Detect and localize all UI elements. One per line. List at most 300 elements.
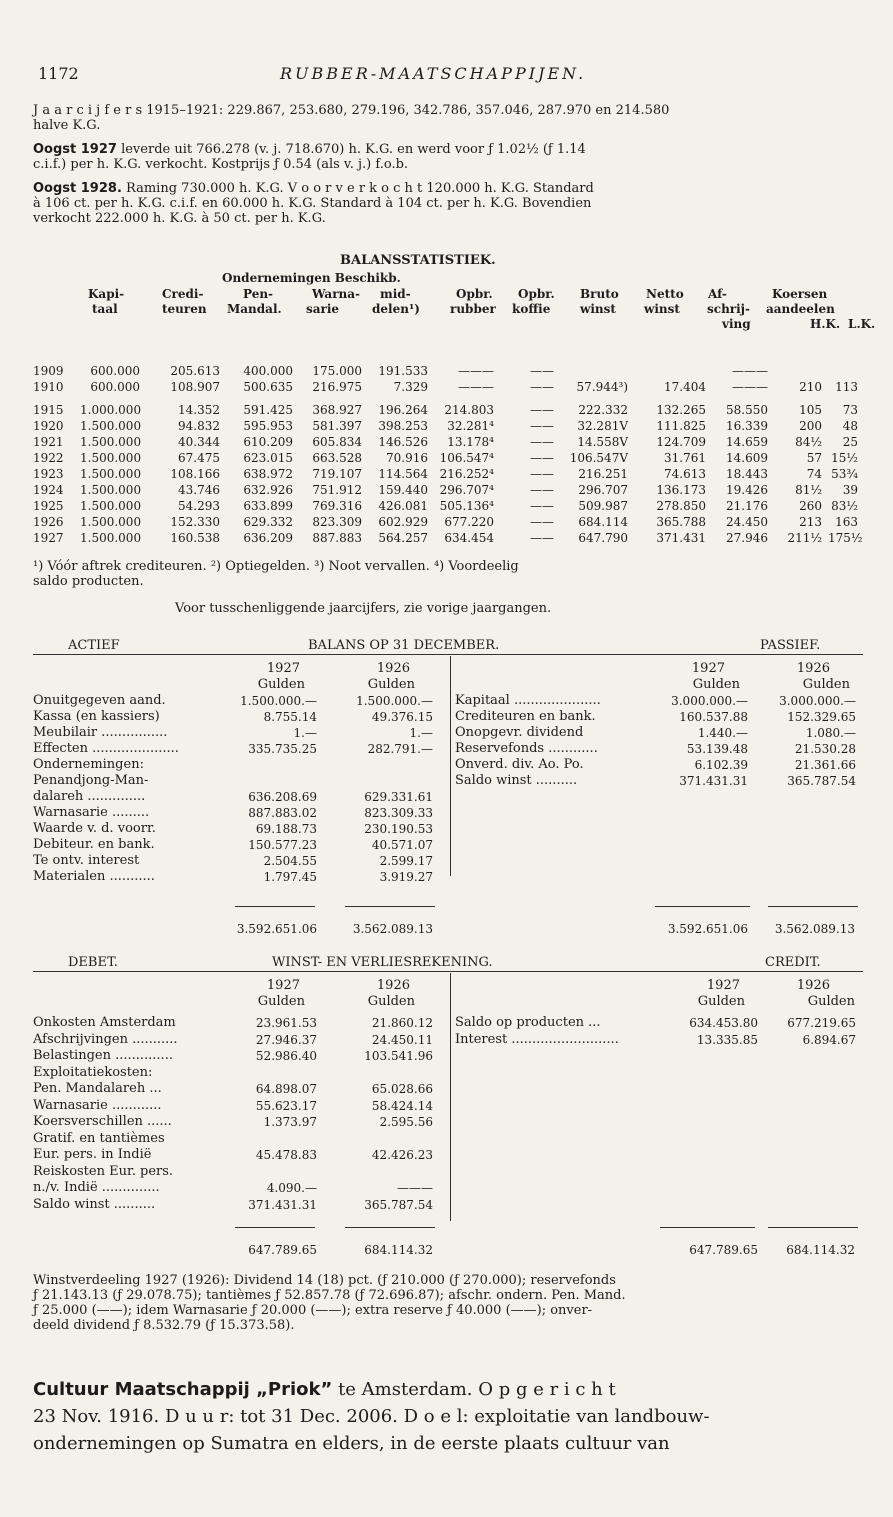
- stats-cell: 505.136⁴: [439, 499, 494, 513]
- stats-row-year: 1921: [33, 435, 64, 449]
- stats-cell: 719.107: [312, 467, 362, 481]
- winstverdeeling-line-1: Winstverdeeling 1927 (1926): Dividend 14 (18) pct. (ƒ 210.000 (ƒ 270.000); reservefonds: [33, 1273, 616, 1288]
- jaarcijfers-line1: J a a r c i j f e r s 1915–1921: 229.867, 253.680, 279.196, 342.786, 357.046, 287.970 en 214.580: [33, 103, 670, 118]
- stats-row-year: 1922: [33, 451, 64, 465]
- debet-row-label: Belastingen ..............: [33, 1048, 173, 1063]
- stats-cell: 216.251: [578, 467, 628, 481]
- stats-cell: 83½: [831, 499, 858, 513]
- stats-head-mid: koffie: [512, 302, 551, 316]
- stats-row-year: 1909: [33, 364, 64, 378]
- stats-cell: 1.500.000: [80, 483, 142, 497]
- debet-row-value-b: 42.426.23: [371, 1148, 433, 1162]
- actief-row-value-a: 1.797.45: [263, 870, 317, 884]
- stats-cell: 191.533: [378, 364, 428, 378]
- stats-row-year: 1920: [33, 419, 64, 433]
- stats-cell: 591.425: [243, 403, 293, 417]
- actief-row-label: Waarde v. d. voorr.: [33, 821, 156, 836]
- actief-row-label: Materialen ...........: [33, 869, 155, 884]
- credit-total-rule-a: [660, 1227, 755, 1228]
- stats-cell: 751.912: [312, 483, 362, 497]
- stats-cell: ———: [732, 380, 768, 394]
- debet-row-label: Pen. Mandalareh ...: [33, 1081, 162, 1096]
- actief-row-value-b: 3.919.27: [379, 870, 433, 884]
- stats-cell: 24.450: [726, 515, 768, 529]
- stats-cell: 40.344: [178, 435, 220, 449]
- wv-year-a-right: 1927: [706, 978, 740, 993]
- stats-cell: ———: [458, 380, 494, 394]
- wv-year-b: 1926: [376, 978, 410, 993]
- stats-cell: 400.000: [243, 364, 293, 378]
- balans-year-b: 1926: [376, 661, 410, 676]
- stats-cell: 108.907: [170, 380, 220, 394]
- debet-row-label: Onkosten Amsterdam: [33, 1015, 176, 1030]
- passief-row-value-b: 365.787.54: [787, 774, 856, 788]
- stats-cell: 564.257: [378, 531, 428, 545]
- actief-row-value-b: 823.309.33: [364, 806, 433, 820]
- stats-cell: ——: [530, 451, 554, 465]
- stats-head-top: Credi-: [162, 287, 204, 301]
- credit-total-b: 684.114.32: [786, 1243, 855, 1257]
- actief-row-value-b: 1.—: [409, 726, 433, 740]
- stats-row-year: 1925: [33, 499, 64, 513]
- actief-row-value-b: 49.376.15: [371, 710, 433, 724]
- debet-row-value-a: 371.431.31: [248, 1197, 317, 1212]
- stats-cell: 14.609: [726, 451, 768, 465]
- priok-company-name: Cultuur Maatschappij „Priok”: [33, 1379, 333, 1400]
- debet-row-label: Reiskosten Eur. pers.: [33, 1163, 174, 1179]
- stats-head-top: Warna-: [312, 287, 361, 301]
- stats-cell: 211½: [787, 531, 822, 545]
- debet-row-value-b: 24.450.11: [371, 1032, 433, 1047]
- stats-cell: 105: [799, 403, 822, 417]
- stats-cell: 32.281⁴: [447, 419, 494, 433]
- jaarcijfers-line2: halve K.G.: [33, 118, 101, 133]
- passief-row-value-a: 1.440.—: [697, 726, 748, 740]
- stats-cell: 1.500.000: [80, 467, 142, 481]
- stats-cell: 57: [806, 451, 822, 465]
- actief-row-value-b: 1.500.000.—: [356, 694, 433, 708]
- balans-center-title: BALANS OP 31 DECEMBER.: [308, 638, 500, 653]
- actief-total-rule-a: [235, 906, 315, 907]
- actief-total-a: 3.592.651.06: [236, 922, 317, 936]
- passief-row-label: Onopgevr. dividend: [455, 725, 584, 740]
- stats-cell: 108.166: [170, 467, 220, 481]
- stats-cell: 16.339: [726, 419, 768, 433]
- stats-cell: 663.528: [312, 451, 362, 465]
- stats-cell: 632.926: [243, 483, 293, 497]
- stats-cell: 146.526: [378, 435, 428, 449]
- debet-row-value-a: 45.478.83: [255, 1148, 317, 1162]
- stats-cell: 14.659: [726, 435, 768, 449]
- passief-row-value-a: 6.102.39: [694, 758, 748, 772]
- actief-row-value-b: 629.331.61: [364, 790, 433, 804]
- stats-cell: 677.220: [444, 515, 494, 529]
- stats-cell: 124.709: [656, 435, 706, 449]
- debet-row-value-a: 52.986.40: [255, 1049, 317, 1063]
- stats-cell: ——: [530, 515, 554, 529]
- stats-cell: 823.309: [312, 515, 362, 529]
- wv-year-a: 1927: [266, 978, 300, 993]
- stats-cell: 54.293: [178, 499, 220, 513]
- stats-reference: Voor tusschenliggende jaarcijfers, zie vorige jaargangen.: [175, 601, 552, 616]
- actief-total-b: 3.562.089.13: [352, 922, 433, 936]
- stats-cell: 610.209: [243, 435, 293, 449]
- stats-cell: ———: [732, 364, 768, 378]
- stats-cell: 7.329: [393, 380, 428, 394]
- stats-cell: 1.500.000: [80, 419, 142, 433]
- stats-head-top: Opbr.: [456, 287, 493, 301]
- stats-cell: 13.178⁴: [447, 435, 494, 449]
- stats-cell: 278.850: [656, 499, 706, 513]
- actief-row-value-a: 1.500.000.—: [240, 694, 317, 708]
- stats-cell: 769.316: [312, 499, 362, 513]
- credit-row-value-b: 6.894.67: [802, 1032, 856, 1047]
- stats-cell: ——: [530, 419, 554, 433]
- balans-unit-a: Gulden: [257, 677, 305, 692]
- wv-unit-a-right: Gulden: [697, 994, 745, 1009]
- balans-left-title: ACTIEF: [68, 638, 120, 653]
- stats-cell: 595.953: [243, 419, 293, 433]
- stats-head-top: Af-: [708, 287, 727, 301]
- stats-head-mid: teuren: [162, 302, 207, 316]
- passief-row-label: Kapitaal .....................: [455, 693, 601, 708]
- stats-head-top: Opbr.: [518, 287, 555, 301]
- stats-group-heading: Ondernemingen Beschikb.: [222, 271, 401, 285]
- actief-row-value-a: 69.188.73: [255, 822, 317, 836]
- credit-total-rule-b: [768, 1227, 858, 1228]
- debet-row-value-a: 1.373.97: [263, 1115, 317, 1129]
- balans-right-title: PASSIEF.: [760, 638, 821, 653]
- debet-row-label: Saldo winst ..........: [33, 1196, 156, 1212]
- actief-row-value-a: 150.577.23: [248, 838, 317, 852]
- actief-row-label: Penandjong-Man-: [33, 773, 149, 788]
- stats-title: BALANSSTATISTIEK.: [340, 253, 496, 268]
- stats-head-mid: rubber: [450, 302, 496, 316]
- stats-cell: 159.440: [378, 483, 428, 497]
- stats-cell: 160.538: [170, 531, 220, 545]
- debet-total-rule-a: [235, 1227, 315, 1228]
- stats-cell: ——: [530, 483, 554, 497]
- stats-cell: 31.761: [664, 451, 706, 465]
- stats-cell: 213: [799, 515, 822, 529]
- debet-row-value-b: ———: [397, 1181, 433, 1195]
- debet-row-value-b: 65.028.66: [371, 1082, 433, 1096]
- stats-cell: 57.944³): [576, 380, 628, 394]
- stats-head-top: Bruto: [580, 287, 619, 301]
- credit-row-label: Saldo op producten ...: [455, 1015, 601, 1030]
- priok-line-1: [33, 1378, 616, 1402]
- passief-total-b: 3.562.089.13: [774, 922, 855, 936]
- debet-row-label: Eur. pers. in Indië: [33, 1147, 152, 1162]
- passief-row-value-a: 371.431.31: [679, 774, 748, 788]
- stats-head-mid: sarie: [306, 302, 340, 316]
- stats-cell: 94.832: [178, 419, 220, 433]
- stats-footnote-1: ¹) Vóór aftrek crediteuren. ²) Optiegelden. ³) Noot vervallen. ⁴) Voordeelig: [33, 559, 519, 574]
- stats-cell: 15½: [831, 451, 858, 465]
- passief-row-value-b: 21.530.28: [794, 742, 856, 756]
- balans-year-b-right: 1926: [796, 661, 830, 676]
- stats-head-bottom: L.K.: [848, 317, 876, 331]
- oogst1928-line3: verkocht 222.000 h. K.G. à 50 ct. per h. K.G.: [33, 211, 326, 226]
- stats-cell: 132.265: [656, 403, 706, 417]
- balans-unit-b: Gulden: [367, 677, 415, 692]
- running-title: RUBBER-MAATSCHAPPIJEN.: [280, 64, 587, 83]
- stats-cell: 371.431: [656, 531, 706, 545]
- passief-row-value-b: 1.080.—: [805, 726, 856, 740]
- stats-cell: 629.332: [243, 515, 293, 529]
- stats-cell: 163: [835, 515, 858, 529]
- stats-cell: 1.500.000: [80, 435, 142, 449]
- stats-head-bottom: H.K.: [810, 317, 841, 331]
- wv-top-rule: [33, 971, 863, 972]
- stats-cell: 600.000: [90, 380, 140, 394]
- debet-row-value-a: 4.090.—: [266, 1181, 317, 1195]
- debet-row-value-a: 55.623.17: [255, 1098, 317, 1113]
- stats-cell: 296.707: [578, 483, 628, 497]
- stats-cell: 113: [835, 380, 858, 394]
- stats-cell: 58.550: [726, 403, 768, 417]
- stats-head-mid: taal: [92, 302, 118, 316]
- actief-row-label: Meubilair ................: [33, 725, 168, 740]
- oogst1927-line1: [33, 142, 586, 157]
- winstverdeeling-line-4: deeld dividend ƒ 8.532.79 (ƒ 15.373.58).: [33, 1318, 295, 1333]
- stats-cell: 106.547V: [569, 451, 628, 465]
- debet-row-label: Koersverschillen ......: [33, 1114, 172, 1129]
- priok-line-2: 23 Nov. 1916. D u u r: tot 31 Dec. 2006. D o e l: exploitatie van landbouw-: [33, 1406, 710, 1427]
- passief-row-value-b: 3.000.000.—: [779, 694, 856, 708]
- stats-cell: 1.000.000: [80, 403, 142, 417]
- stats-cell: 106.547⁴: [439, 451, 494, 465]
- stats-cell: 175½: [828, 531, 863, 545]
- actief-row-label: Debiteur. en bank.: [33, 837, 155, 852]
- actief-row-value-a: 1.—: [293, 726, 317, 740]
- stats-cell: 32.281V: [577, 419, 628, 433]
- stats-cell: 602.929: [378, 515, 428, 529]
- actief-row-value-a: 335.735.25: [248, 742, 317, 756]
- stats-cell: 216.252⁴: [439, 467, 494, 481]
- stats-cell: 623.015: [243, 451, 293, 465]
- stats-row-year: 1915: [33, 403, 64, 417]
- debet-total-a: 647.789.65: [248, 1243, 317, 1257]
- stats-cell: 605.834: [312, 435, 362, 449]
- actief-row-value-a: 887.883.02: [248, 806, 317, 820]
- stats-row-year: 1926: [33, 515, 64, 529]
- stats-cell: 222.332: [578, 403, 628, 417]
- passief-row-label: Saldo winst ..........: [455, 773, 578, 788]
- passief-row-label: Crediteuren en bank.: [455, 709, 596, 724]
- stats-cell: ——: [530, 380, 554, 394]
- stats-cell: 18.443: [726, 467, 768, 481]
- actief-row-label: Te ontv. interest: [33, 853, 140, 868]
- stats-cell: 14.352: [178, 403, 220, 417]
- actief-row-value-b: 282.791.—: [367, 742, 433, 756]
- debet-row-value-b: 365.787.54: [364, 1197, 433, 1212]
- wv-right-title: CREDIT.: [765, 955, 821, 970]
- passief-row-value-a: 53.139.48: [686, 742, 748, 756]
- passief-total-rule-a: [655, 906, 750, 907]
- stats-head-top: mid-: [380, 287, 411, 301]
- wv-divider: [450, 973, 451, 1221]
- stats-cell: ——: [530, 364, 554, 378]
- stats-cell: ——: [530, 467, 554, 481]
- oogst1927-line2: c.i.f.) per h. K.G. verkocht. Kostprijs ƒ 0.54 (als v. j.) f.o.b.: [33, 157, 409, 172]
- passief-row-label: Onverd. div. Ao. Po.: [455, 757, 584, 772]
- actief-row-value-a: 8.755.14: [263, 710, 317, 724]
- stats-cell: 500.635: [243, 380, 293, 394]
- stats-cell: 1.500.000: [80, 451, 142, 465]
- stats-cell: 48: [842, 419, 858, 433]
- stats-cell: 260: [799, 499, 822, 513]
- stats-cell: 600.000: [90, 364, 140, 378]
- stats-cell: 205.613: [170, 364, 220, 378]
- stats-cell: 633.899: [243, 499, 293, 513]
- credit-row-value-a: 13.335.85: [696, 1032, 758, 1047]
- stats-row-year: 1927: [33, 531, 64, 545]
- stats-cell: 638.972: [243, 467, 293, 481]
- stats-cell: 196.264: [378, 403, 428, 417]
- oogst1927-label: Oogst 1927: [33, 142, 117, 157]
- oogst1928-line2: à 106 ct. per h. K.G. c.i.f. en 60.000 h. K.G. Standard à 104 ct. per h. K.G. Bovendien: [33, 196, 592, 211]
- oogst1927-text: leverde uit 766.278 (v. j. 718.670) h. K.G. en werd voor ƒ 1.02½ (ƒ 1.14: [116, 142, 586, 157]
- actief-row-value-b: 2.599.17: [379, 854, 433, 868]
- passief-row-value-a: 3.000.000.—: [671, 694, 748, 708]
- credit-row-value-b: 677.219.65: [787, 1016, 856, 1030]
- debet-row-label: Exploitatiekosten:: [33, 1064, 153, 1080]
- stats-cell: 84½: [795, 435, 822, 449]
- stats-cell: 296.707⁴: [439, 483, 494, 497]
- debet-row-value-b: 2.595.56: [379, 1115, 433, 1129]
- stats-cell: 398.253: [378, 419, 428, 433]
- wv-center-title: WINST- EN VERLIESREKENING.: [272, 955, 493, 970]
- priok-line-1-rest: te Amsterdam. O p g e r i c h t: [332, 1379, 616, 1400]
- stats-head-top: Koersen: [772, 287, 828, 301]
- stats-cell: 70.916: [386, 451, 428, 465]
- debet-row-value-a: 64.898.07: [255, 1082, 317, 1096]
- stats-cell: 647.790: [578, 531, 628, 545]
- winstverdeeling-line-3: ƒ 25.000 (——); idem Warnasarie ƒ 20.000 (——); extra reserve ƒ 40.000 (——); onver-: [33, 1303, 593, 1318]
- stats-cell: 74: [806, 467, 822, 481]
- debet-row-label: n./v. Indië ..............: [33, 1180, 160, 1195]
- stats-cell: 25: [842, 435, 858, 449]
- balans-divider: [450, 656, 451, 876]
- stats-cell: 81½: [795, 483, 822, 497]
- stats-cell: 136.173: [656, 483, 706, 497]
- stats-cell: 426.081: [378, 499, 428, 513]
- stats-cell: 175.000: [312, 364, 362, 378]
- balans-year-a: 1927: [266, 661, 300, 676]
- oogst1928-line1: [33, 181, 594, 196]
- balans-unit-a-right: Gulden: [692, 677, 740, 692]
- credit-row-value-a: 634.453.80: [689, 1016, 758, 1030]
- actief-row-value-b: 40.571.07: [371, 838, 433, 852]
- stats-cell: 73: [842, 403, 858, 417]
- stats-cell: 39: [842, 483, 858, 497]
- stats-cell: ——: [530, 403, 554, 417]
- stats-head-bottom: ving: [722, 317, 751, 331]
- stats-cell: 17.404: [664, 380, 706, 394]
- stats-cell: 365.788: [656, 515, 706, 529]
- stats-cell: 74.613: [664, 467, 706, 481]
- credit-total-a: 647.789.65: [689, 1243, 758, 1257]
- page-number: 1172: [38, 64, 79, 83]
- balans-unit-b-right: Gulden: [802, 677, 850, 692]
- stats-cell: 1.500.000: [80, 499, 142, 513]
- stats-footnote-2: saldo producten.: [33, 574, 144, 589]
- stats-cell: 210: [799, 380, 822, 394]
- stats-cell: ——: [530, 499, 554, 513]
- stats-cell: ——: [530, 435, 554, 449]
- stats-cell: 581.397: [312, 419, 362, 433]
- stats-cell: 1.500.000: [80, 531, 142, 545]
- stats-head-top: Kapi-: [88, 287, 125, 301]
- wv-unit-b-right: Gulden: [807, 994, 855, 1009]
- passief-total-rule-b: [768, 906, 858, 907]
- actief-row-label: Kassa (en kassiers): [33, 709, 160, 724]
- stats-head-top: Pen-: [243, 287, 274, 301]
- stats-cell: 19.426: [726, 483, 768, 497]
- stats-head-mid: schrij-: [707, 302, 750, 316]
- stats-cell: 1.500.000: [80, 515, 142, 529]
- oogst1928-label: Oogst 1928.: [33, 181, 122, 196]
- stats-cell: 27.946: [726, 531, 768, 545]
- passief-row-label: Reservefonds ............: [455, 741, 598, 756]
- stats-cell: 152.330: [170, 515, 220, 529]
- stats-row-year: 1924: [33, 483, 64, 497]
- stats-cell: 684.114: [578, 515, 628, 529]
- actief-row-label: Effecten .....................: [33, 741, 179, 756]
- balans-top-rule: [33, 654, 863, 655]
- wv-year-b-right: 1926: [796, 978, 830, 993]
- oogst1928-text: Raming 730.000 h. K.G. V o o r v e r k o c h t 120.000 h. K.G. Standard: [121, 181, 594, 196]
- stats-cell: 634.454: [444, 531, 494, 545]
- stats-cell: 114.564: [378, 467, 428, 481]
- wv-unit-a: Gulden: [257, 994, 305, 1009]
- stats-head-mid: aandeelen: [766, 302, 835, 316]
- wv-unit-b: Gulden: [367, 994, 415, 1009]
- passief-row-value-b: 21.361.66: [794, 758, 856, 772]
- stats-row-year: 1923: [33, 467, 64, 481]
- stats-cell: 200: [799, 419, 822, 433]
- stats-cell: 43.746: [178, 483, 220, 497]
- stats-cell: ———: [458, 364, 494, 378]
- actief-row-label: dalareh ..............: [33, 789, 146, 804]
- stats-cell: 509.987: [578, 499, 628, 513]
- stats-cell: ——: [530, 531, 554, 545]
- debet-total-b: 684.114.32: [364, 1243, 433, 1257]
- stats-cell: 214.803: [444, 403, 494, 417]
- debet-row-label: Afschrijvingen ...........: [33, 1031, 178, 1047]
- stats-head-top: Netto: [646, 287, 684, 301]
- stats-row-year: 1910: [33, 380, 64, 394]
- debet-row-value-b: 103.541.96: [364, 1049, 433, 1063]
- actief-total-rule-b: [345, 906, 435, 907]
- stats-cell: 67.475: [178, 451, 220, 465]
- debet-row-label: Warnasarie ............: [33, 1097, 162, 1113]
- actief-row-label: Warnasarie .........: [33, 805, 150, 820]
- priok-line-3: ondernemingen op Sumatra en elders, in de eerste plaats cultuur van: [33, 1433, 670, 1454]
- balans-year-a-right: 1927: [691, 661, 725, 676]
- actief-row-label: Ondernemingen:: [33, 757, 144, 772]
- debet-row-value-a: 27.946.37: [255, 1032, 317, 1047]
- debet-row-value-a: 23.961.53: [255, 1016, 317, 1030]
- stats-cell: 368.927: [312, 403, 362, 417]
- winstverdeeling-line-2: ƒ 21.143.13 (ƒ 29.078.75); tantièmes ƒ 52.857.78 (ƒ 72.696.87); afschr. ondern. Pen. Mand.: [33, 1288, 626, 1303]
- stats-cell: 111.825: [656, 419, 706, 433]
- stats-cell: 636.209: [243, 531, 293, 545]
- actief-row-value-b: 230.190.53: [364, 822, 433, 836]
- actief-row-value-a: 2.504.55: [263, 854, 317, 868]
- passief-row-value-a: 160.537.88: [679, 710, 748, 724]
